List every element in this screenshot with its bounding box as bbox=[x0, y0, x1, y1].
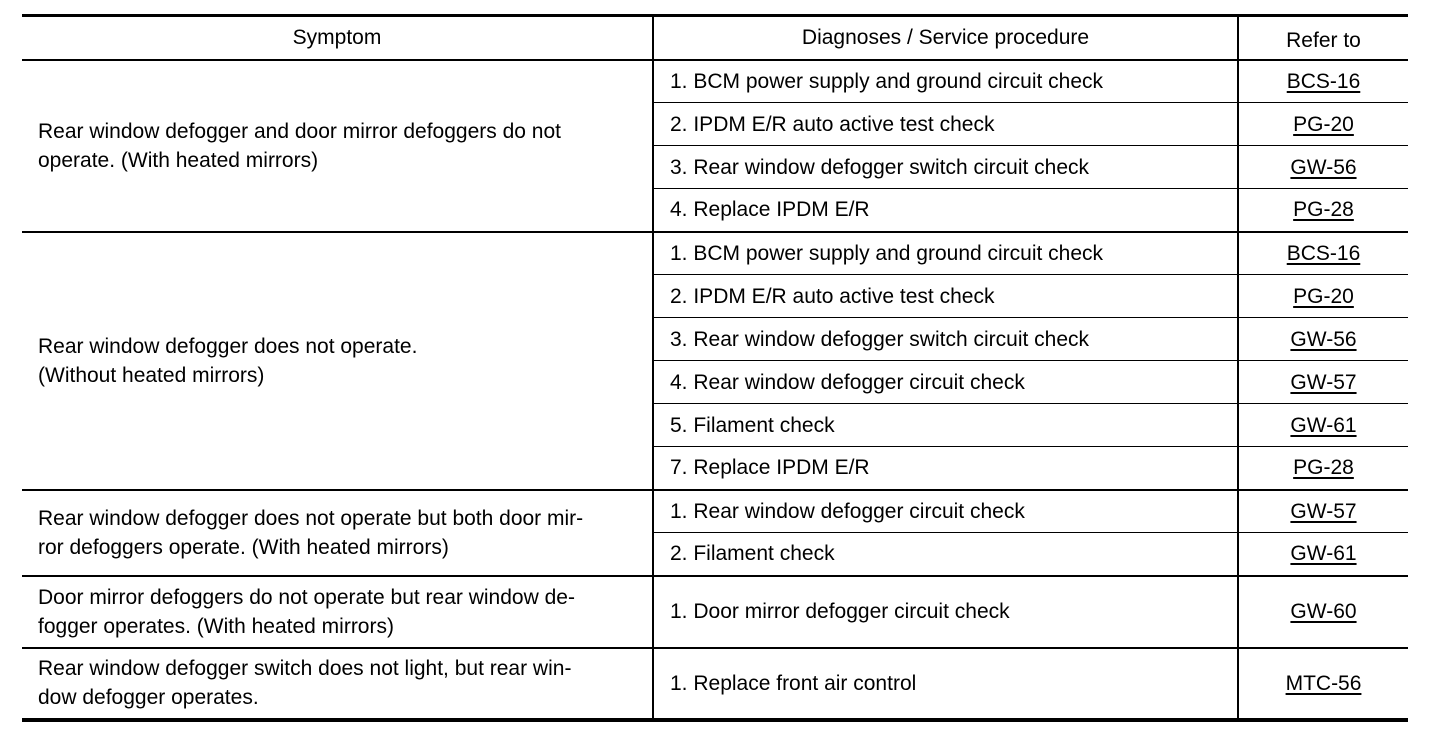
refer-to-cell bbox=[1238, 318, 1408, 361]
reference-link[interactable]: GW-61 bbox=[1290, 413, 1357, 437]
refer-to-cell bbox=[1238, 576, 1408, 648]
procedure-cell: 1. Door mirror defogger circuit check bbox=[653, 576, 1238, 648]
procedure-cell: 3. Rear window defogger switch circuit check bbox=[653, 318, 1238, 361]
reference-link[interactable]: GW-57 bbox=[1290, 370, 1357, 394]
procedure-cell: 4. Replace IPDM E/R bbox=[653, 189, 1238, 232]
reference-link[interactable]: GW-56 bbox=[1290, 155, 1357, 179]
table-row bbox=[22, 60, 1408, 103]
symptom-cell: Rear window defogger and door mirror defoggers do not operate. (With heated mirrors) bbox=[22, 60, 653, 232]
procedure-cell: 3. Rear window defogger switch circuit check bbox=[653, 146, 1238, 189]
reference-link[interactable]: BCS-16 bbox=[1286, 69, 1361, 93]
procedure-cell: 2. IPDM E/R auto active test check bbox=[653, 275, 1238, 318]
refer-to-cell bbox=[1238, 189, 1408, 232]
procedure-cell: 1. Rear window defogger circuit check bbox=[653, 490, 1238, 533]
reference-link[interactable]: PG-28 bbox=[1293, 198, 1354, 222]
symptom-cell: Rear window defogger does not operate. (Without heated mirrors) bbox=[22, 232, 653, 490]
reference-link[interactable]: BCS-16 bbox=[1286, 241, 1361, 265]
header-row bbox=[22, 16, 1408, 60]
reference-link[interactable]: PG-28 bbox=[1293, 456, 1354, 480]
refer-to-cell bbox=[1238, 103, 1408, 146]
symptom-cell: Rear window defogger does not operate but both door mir- ror defoggers operate. (With heated mirrors) bbox=[22, 490, 653, 576]
procedure-cell: 5. Filament check bbox=[653, 404, 1238, 447]
refer-to-cell bbox=[1238, 404, 1408, 447]
procedure-cell: 2. Filament check bbox=[653, 533, 1238, 576]
procedure-cell: 7. Replace IPDM E/R bbox=[653, 447, 1238, 490]
refer-to-cell bbox=[1238, 232, 1408, 275]
refer-to-cell bbox=[1238, 60, 1408, 103]
table-row bbox=[22, 576, 1408, 648]
refer-to-cell bbox=[1238, 490, 1408, 533]
procedure-cell: 4. Rear window defogger circuit check bbox=[653, 361, 1238, 404]
table-row bbox=[22, 648, 1408, 720]
refer-to-cell bbox=[1238, 533, 1408, 576]
reference-link[interactable]: PG-20 bbox=[1293, 284, 1354, 308]
reference-link[interactable]: GW-61 bbox=[1290, 542, 1357, 566]
symptom-cell: Rear window defogger switch does not light, but rear win- dow defogger operates. bbox=[22, 648, 653, 720]
symptom-diagnosis-table bbox=[22, 14, 1408, 722]
table-row bbox=[22, 232, 1408, 275]
refer-to-cell bbox=[1238, 648, 1408, 720]
refer-to-cell bbox=[1238, 146, 1408, 189]
refer-to-cell bbox=[1238, 447, 1408, 490]
symptom-diagnosis-table-container bbox=[22, 14, 1408, 722]
symptom-cell: Door mirror defoggers do not operate but rear window de- fogger operates. (With heated mirrors) bbox=[22, 576, 653, 648]
symptom-column-header: Symptom bbox=[22, 16, 653, 60]
reference-link[interactable]: GW-57 bbox=[1290, 499, 1357, 523]
reference-link[interactable]: GW-56 bbox=[1290, 327, 1357, 351]
procedure-cell: 1. BCM power supply and ground circuit check bbox=[653, 60, 1238, 103]
procedure-cell: 2. IPDM E/R auto active test check bbox=[653, 103, 1238, 146]
table-header bbox=[22, 16, 1408, 60]
reference-link[interactable]: MTC-56 bbox=[1285, 671, 1362, 695]
procedure-column-header: Diagnoses / Service procedure bbox=[653, 16, 1238, 60]
procedure-cell: 1. BCM power supply and ground circuit check bbox=[653, 232, 1238, 275]
refer-to-cell bbox=[1238, 275, 1408, 318]
table-row bbox=[22, 490, 1408, 533]
refer-to-column-header: Refer to bbox=[1238, 16, 1408, 60]
table-body bbox=[22, 60, 1408, 720]
procedure-cell: 1. Replace front air control bbox=[653, 648, 1238, 720]
refer-to-cell bbox=[1238, 361, 1408, 404]
reference-link[interactable]: GW-60 bbox=[1290, 600, 1357, 623]
reference-link[interactable]: PG-20 bbox=[1293, 112, 1354, 136]
